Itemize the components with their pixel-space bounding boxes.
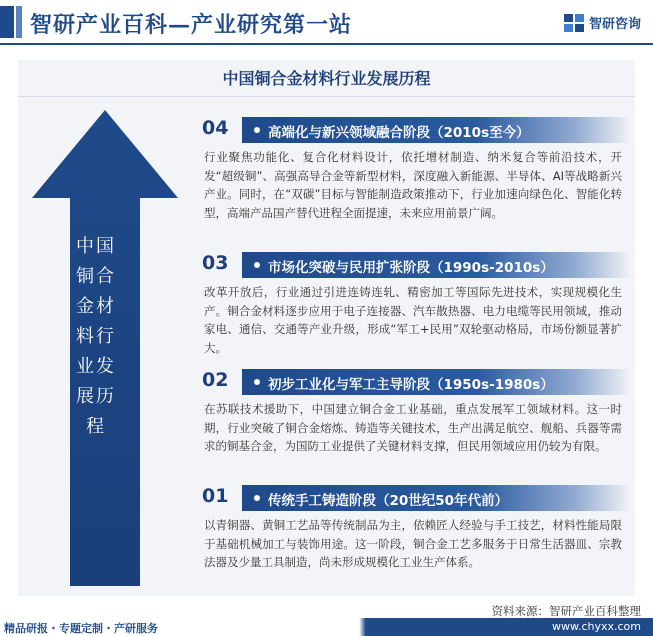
stage-header: [192, 252, 632, 278]
header: [0, 0, 653, 44]
stage-header: [192, 117, 632, 143]
header-title: 智研产业百科—产业研究第一站: [30, 12, 353, 38]
stage-number: 02: [202, 369, 229, 391]
stage-number: 01: [202, 485, 229, 507]
brand-logo-icon: [564, 14, 584, 32]
stage-label-bar: [242, 369, 632, 395]
bullet-icon: [254, 127, 260, 133]
stage-label: 初步工业化与军工主导阶段（1950s-1980s）: [268, 377, 554, 393]
stage-label-bar: [242, 117, 632, 143]
header-accent-stripe: [0, 6, 14, 38]
stage-description: 改革开放后，行业通过引进连铸连轧、精密加工等国际先进技术，实现规模化生产。铜合金材料逐步应用于电子连接器、汽车散热器、电力电缆等民用领域，推动家电、通信、交通等产业升级，形成“军工+民用”双轮驱动格局，市场份额显著扩大。: [204, 285, 622, 355]
arrow-label-line: 展历: [76, 386, 116, 407]
arrow-label-line: 程: [86, 416, 106, 437]
stage-description: 在苏联技术援助下，中国建立铜合金工业基础，重点发展军工领域材料。这一时期，行业突破了铜合金熔炼、铸造等关键技术，生产出满足航空、舰船、兵器等需求的铜基合金，为国防工业提供了关键材料支撑，但民用领域应用仍较为有限。: [204, 402, 622, 453]
arrow-label-line: 料行: [76, 326, 116, 347]
brand: [564, 13, 641, 32]
bullet-icon: [254, 495, 260, 501]
arrow-label-line: 中国: [76, 236, 116, 257]
arrow-label-line: 业发: [76, 356, 116, 377]
stage-number: 03: [202, 252, 229, 274]
stage-description: 以青铜器、黄铜工艺品等传统制品为主，依赖匠人经验与手工技艺，材料性能局限于基础机械加工与装饰用途。这一阶段，铜合金工艺多服务于日常生活器皿、宗教法器及少量工具制造，尚未形成规模化工业生产体系。: [204, 518, 622, 569]
stage-04: [192, 117, 632, 222]
bullet-icon: [254, 379, 260, 385]
footer-website-link[interactable]: www.chyxx.com: [551, 620, 641, 633]
stage-label: 市场化突破与民用扩张阶段（1990s-2010s）: [268, 260, 554, 276]
title-divider: [18, 96, 635, 97]
stage-label-bar: [242, 485, 632, 511]
stage-label: 传统手工铸造阶段（20世纪50年代前）: [268, 493, 509, 509]
source-note: 资料来源：智研产业百科整理: [491, 604, 641, 618]
stage-03: [192, 252, 632, 357]
arrow-label-line: 铜合: [76, 266, 116, 287]
stage-header: [192, 485, 632, 511]
stage-label: 高端化与新兴领域融合阶段（2010s至今）: [268, 125, 530, 141]
stage-number: 04: [202, 117, 229, 139]
stage-label-bar: [242, 252, 632, 278]
stage-01: [192, 485, 632, 572]
arrow-label: [70, 232, 122, 442]
brand-name: 智研咨询: [588, 17, 641, 32]
bullet-icon: [254, 262, 260, 268]
stage-header: [192, 369, 632, 395]
main-title: 中国铜合金材料行业发展历程: [222, 69, 431, 88]
arrow-label-line: 金材: [76, 296, 116, 317]
header-accent-stripe-light: [16, 6, 22, 38]
header-divider: [0, 43, 653, 45]
stage-description: 行业聚焦功能化、复合化材料设计，依托增材制造、纳米复合等前沿技术，开发“超级铜”、高强高导合金等新型材料，深度融入新能源、半导体、AI等战略新兴产业。同时，在“双碳”目标与智能制造政策推动下，行业加速向绿色化、智能化转型，高端产品国产替代进程全面提速，未来应用前景广阔。: [204, 150, 622, 220]
stage-02: [192, 369, 632, 456]
footer-tagline: 精品研报・专题定制・产研服务: [4, 622, 158, 635]
